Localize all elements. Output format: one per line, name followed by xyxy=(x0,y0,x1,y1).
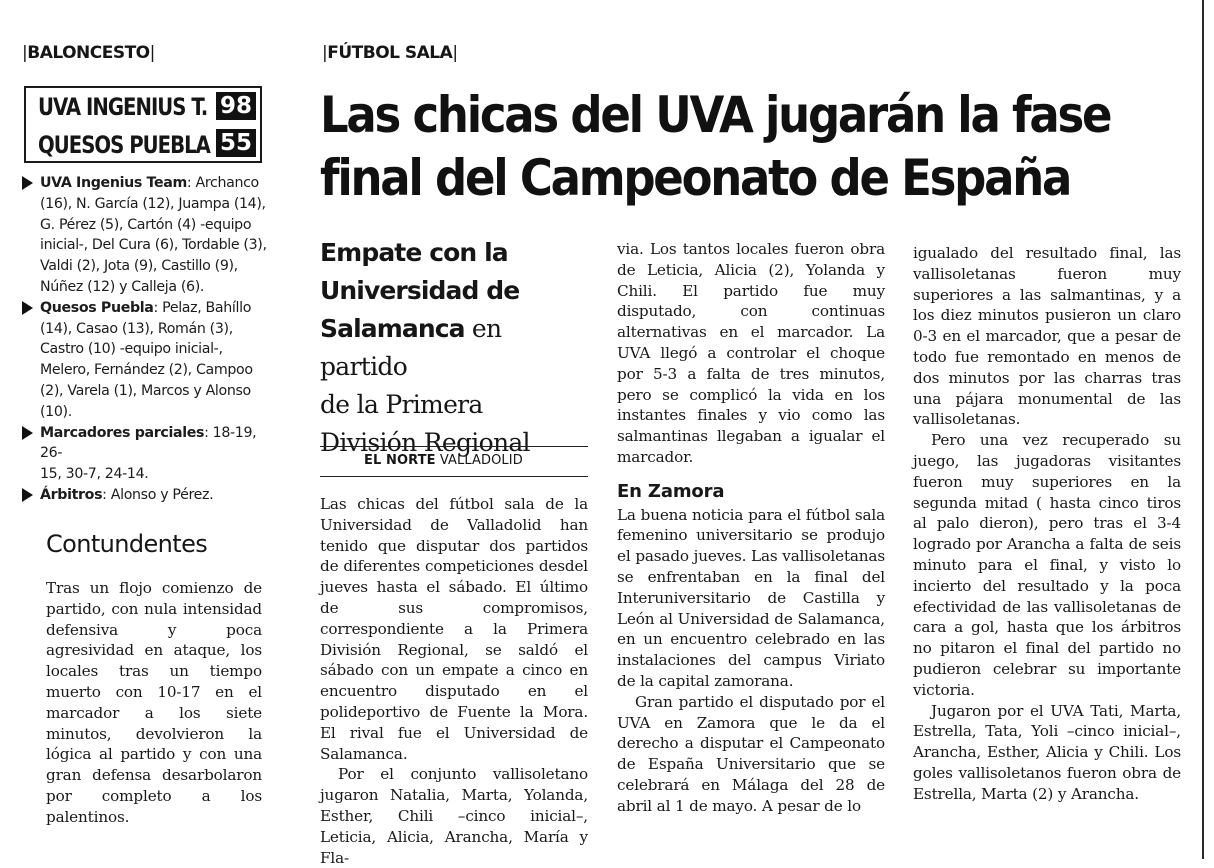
away-team-name: QUESOS PUEBLA xyxy=(38,131,210,159)
arrow-icon xyxy=(22,301,33,315)
stats-uva: UVA Ingenius Team: Archanco (16), N. García (12), Juampa (14), G. Pérez (5), Cartón (4) -equipo inicial-, Del Cura (6), Tordable (3), Valdi (2), Jota (9), Castillo (9), Núñez (12) y Calleja (6). xyxy=(40,173,272,298)
stats-parciales: Marcadores parciales: 18-19, 26- 15, 30-7, 24-14. xyxy=(40,423,272,485)
divider xyxy=(320,476,588,477)
page-edge xyxy=(1202,0,1204,859)
byline: EL NORTE VALLADOLID xyxy=(364,453,523,468)
arrow-icon xyxy=(22,426,33,440)
scoreboard xyxy=(24,86,262,163)
headline: Las chicas del UVA jugarán la fase final del Campeonato de España xyxy=(320,86,1111,207)
home-score: 98 xyxy=(216,92,256,120)
game-stats xyxy=(40,173,272,506)
arrow-icon xyxy=(22,176,33,190)
subhead-contundentes: Contundentes xyxy=(46,530,208,558)
section-tag-futbol-sala: |FÚTBOL SALA| xyxy=(322,43,458,63)
arrow-icon xyxy=(22,488,33,502)
stats-arbitros: Árbitros: Alonso y Pérez. xyxy=(40,485,272,506)
article-column-2: via. Los tantos locales fueron obra de Leticia, Alicia (2), Yolanda y Chili. El partido fue muy disputado, con continuas alternativas en el marcador. La UVA llegó a controlar el choque por 5-3 a falta de tres minutos, pero se complicó la vida en los instantes finales y vio como las salmantinas llegaban a igualar el marcador. En Zamora La buena noticia para el fútbol sala femenino universitario se produjo el pasado jueves. Las vallisoletanas se enfrentaban en la final del Interuniversitario de Castilla y León al Universidad de Salamanca, en un encuentro celebrado en las instalaciones del campus Viriato de la capital zamorana. Gran partido el disputado por el UVA en Zamora que le da el derecho a disputar el Campeonato de España Universitario que se celebrará en Málaga del 28 de abril al 1 de mayo. A pesar de lo xyxy=(617,240,885,815)
subhead-en-zamora: En Zamora xyxy=(617,480,725,502)
deck: Empate con la Universidad de Salamanca en partido de la Primera División Regional xyxy=(320,238,530,457)
away-score: 55 xyxy=(216,129,256,157)
article-column-1: Las chicas del fútbol sala de la Universidad de Valladolid han tenido que disputar dos partidos de diferentes competiciones desdel jueves hasta el sábado. El último de sus compromisos, correspondiente a la Primera División Regional, se saldó el sábado con un empate a cinco en encuentro disputado en el polideportivo de Fuente la Mora. El rival fue el Universidad de Salamanca. Por el conjunto vallisoletano jugaron Natalia, Marta, Yolanda, Esther, Chili –cinco inicial–, Leticia, Alicia, Arancha, María y Fla- xyxy=(320,495,588,867)
article-column-3: igualado del resultado final, las vallisoletanas fueron muy superiores a las salmantinas, y a los diez minutos pusieron un claro 0-3 en el marcador, que a pesar de todo fue remontado en menos de dos minutos por las charras tras una pájara monumental de las vallisoletanas. Pero una vez recuperado su juego, las jugadoras visitantes fueron muy superiores en la segunda mitad ( hasta cinco tiros al palo dieron), pero tras el 3-4 logrado por Arancha a falta de seis minuto para el final, y visto lo incierto del resultado y la poca efectividad de las vallisoletanas de cara a gol, hasta que los árbitros no pitaron el final del partido no pudieron celebrar su importante victoria. Jugaron por el UVA Tati, Marta, Estrella, Tata, Yoli –cinco inicial–, Arancha, Esther, Alicia y Chili. Los goles vallisoletanos fueron obra de Estrella, Marta (2) y Arancha. xyxy=(913,244,1181,803)
basketball-body: Tras un flojo comienzo de partido, con nula intensidad defensiva y poca agresividad en ataque, los locales tras un tiempo muerto con 10-17 en el marcador a los siete minutos, devolvieron la lógica al partido y con una gran defensa desarbolaron por completo a los palentinos. xyxy=(46,579,262,826)
home-team-name: UVA INGENIUS T. xyxy=(38,93,208,121)
section-tag-baloncesto: |BALONCESTO| xyxy=(22,43,155,63)
divider xyxy=(320,446,588,447)
stats-quesos: Quesos Puebla: Pelaz, Bahíllo (14), Casao (13), Román (3), Castro (10) -equipo inicial-, Melero, Fernández (2), Campoo (2), Varela (1), Marcos y Alonso (10). xyxy=(40,298,272,423)
